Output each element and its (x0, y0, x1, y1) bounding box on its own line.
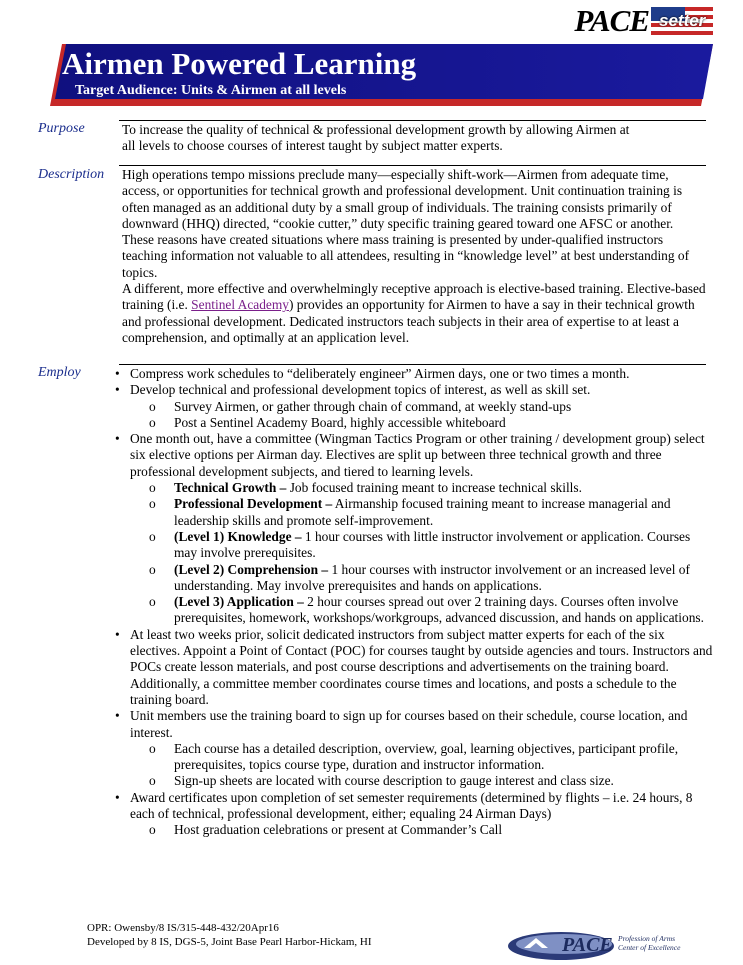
circle-bullet-icon: o (149, 414, 156, 430)
list-item (115, 790, 713, 839)
sub-list-item (130, 415, 713, 431)
sub-item-text: Airmanship focused training meant to increase managerial and leadership skills and promote self-improvement. (174, 496, 671, 528)
purpose-text: To increase the quality of technical & professional development growth by allowing Airmen at all levels to choose courses of interest taught by subject matter experts. (122, 122, 630, 154)
sub-list-item (130, 480, 713, 496)
sentinel-academy-link[interactable]: Sentinel Academy (191, 297, 289, 313)
circle-bullet-icon: o (149, 594, 156, 610)
bullet-icon: • (115, 431, 120, 447)
logo-word-pace: PACE (562, 934, 613, 956)
sub-list-item (130, 594, 713, 627)
list-item (115, 431, 713, 627)
circle-bullet-icon: o (149, 496, 156, 512)
circle-bullet-icon: o (149, 398, 156, 414)
description-text: A different, more effective and overwhelmingly receptive approach is elective-based training. Elective-based training (i.e. (122, 281, 706, 313)
sub-list (130, 480, 713, 627)
logo-flag (651, 7, 713, 35)
employ-label: Employ (38, 365, 81, 380)
list-item (115, 366, 713, 382)
description-body (122, 167, 708, 346)
sub-item-text: Sign-up sheets are located with course description to gauge interest and class size. (174, 773, 614, 789)
description-paragraph-2 (122, 281, 708, 346)
description-text: ) provides an opportunity for Airmen to have a say in their technical growth and professional development. Dedicated instructors teach subjects in their area of expertise to at least a comprehension, and optimally at an application level. (122, 297, 695, 345)
sub-list-item (130, 773, 713, 789)
sub-item-text: 1 hour courses with instructor involvement or an increased level of understanding. May involve prerequisites and hands on applications. (174, 561, 690, 593)
footer (87, 921, 372, 949)
sub-list-item (130, 399, 713, 415)
logo-tagline (618, 934, 680, 952)
list-item-text: At least two weeks prior, solicit dedicated instructors from subject matter experts for each of the six electives. Appoint a Point of Contact (POC) for courses taught by outside agencies and tours. Instructors and POCs create lesson materials, and post course descriptions and advertisements on the training board. Additionally, a committee member coordinates course times and locations, and posts a schedule to the training board. (130, 626, 713, 707)
sub-item-heading: (Level 1) Knowledge – (174, 528, 302, 544)
sub-list (130, 399, 713, 432)
employ-body (115, 366, 713, 839)
logo-word-setter: setter (659, 11, 706, 30)
sub-item-heading: (Level 3) Application – (174, 594, 304, 610)
sub-item-heading: Professional Development – (174, 496, 333, 512)
circle-bullet-icon: o (149, 528, 156, 544)
title-banner (50, 44, 713, 106)
sub-list-item (130, 496, 713, 529)
sub-list (130, 822, 713, 838)
list-item-text: Compress work schedules to “deliberately engineer” Airmen days, one or two times a month. (130, 366, 630, 381)
sub-item-text: 2 hour courses spread out over 2 training days. Courses often involve prerequisites, homework, workshops/workgroups, advanced discussion, and hands on applications. (174, 594, 704, 626)
pacesetter-logo (574, 4, 713, 38)
footer-developed-by: Developed by 8 IS, DGS-5, Joint Base Pearl Harbor-Hickam, HI (87, 936, 372, 948)
circle-bullet-icon: o (149, 740, 156, 756)
circle-bullet-icon: o (149, 480, 156, 496)
purpose-label: Purpose (38, 121, 85, 136)
purpose-rule (119, 120, 706, 121)
bullet-icon: • (115, 789, 120, 805)
sub-item-text: Job focused training meant to increase technical skills. (286, 480, 582, 496)
page-subtitle: Target Audience: Units & Airmen at all levels (75, 83, 347, 98)
circle-bullet-icon: o (149, 561, 156, 577)
sub-item-heading: Technical Growth – (174, 480, 287, 496)
logo-tagline-line2: Center of Excellence (618, 943, 681, 952)
sub-list-item (130, 562, 713, 595)
list-item-text: Develop technical and professional development topics of interest, as well as skill set. (130, 382, 591, 398)
list-item-text: One month out, have a committee (Wingman Tactics Program or other training / development group) select six elective options per Airman day. Electives are split up between three technical growth and three professional development subjects, and tiered to learning levels. (130, 431, 705, 479)
sub-item-heading: (Level 2) Comprehension – (174, 561, 329, 577)
description-label: Description (38, 167, 105, 182)
description-rule (119, 165, 706, 166)
pace-coe-logo (506, 928, 728, 962)
list-item (115, 708, 713, 789)
list-item-text: Unit members use the training board to sign up for courses based on their schedule, course location, and interest. (130, 708, 688, 740)
footer-opr: OPR: Owensby/8 IS/315-448-432/20Apr16 (87, 922, 279, 934)
circle-bullet-icon: o (149, 773, 156, 789)
list-item (115, 382, 713, 431)
bullet-icon: • (115, 708, 120, 724)
sub-list-item (130, 822, 713, 838)
sub-item-text: Survey Airmen, or gather through chain of command, at weekly stand-ups (174, 398, 572, 414)
bullet-icon: • (115, 626, 120, 642)
bullet-icon: • (115, 366, 120, 381)
circle-bullet-icon: o (149, 822, 156, 838)
sub-item-text: 1 hour courses with little instructor involvement or application. Courses may involve prerequisites. (174, 528, 691, 561)
sub-item-text: Host graduation celebrations or present at Commander’s Call (174, 822, 503, 838)
list-item-text: Award certificates upon completion of set semester requirements (determined by flights – i.e. 24 hours, 8 each of technical, professional development, either; equaling 24 Airman Days) (130, 789, 693, 822)
sub-list-item (130, 529, 713, 562)
sub-list-item (130, 741, 713, 774)
page-title: Airmen Powered Learning (62, 46, 417, 81)
logo-tagline-line1: Profession of Arms (618, 934, 676, 943)
sub-item-text: Each course has a detailed description, overview, goal, learning objectives, participant profile, prerequisites, topics course type, duration and instructor information. (174, 740, 679, 773)
bullet-icon: • (115, 382, 120, 398)
employ-list (115, 366, 713, 839)
sub-list (130, 741, 713, 790)
sub-item-text: Post a Sentinel Academy Board, highly accessible whiteboard (174, 414, 506, 430)
logo-word-pace: PACE (574, 3, 649, 38)
list-item (115, 627, 713, 708)
employ-rule (119, 364, 706, 365)
description-paragraph: High operations tempo missions preclude many—especially shift-work—Airmen from adequate time, access, or opportunities for technical growth and professional development. Unit continuation training is often managed as an additional duty by a small group of individuals. The training consists primarily of downward (HHQ) directed, “cookie cutter,” duty specific training geared toward one AFSC or another. These reasons have created situations where mass training is presented by under-qualified instructors teaching information not valuable to all attendees, resulting in “knowledge level” at best understanding of topics. (122, 167, 690, 280)
